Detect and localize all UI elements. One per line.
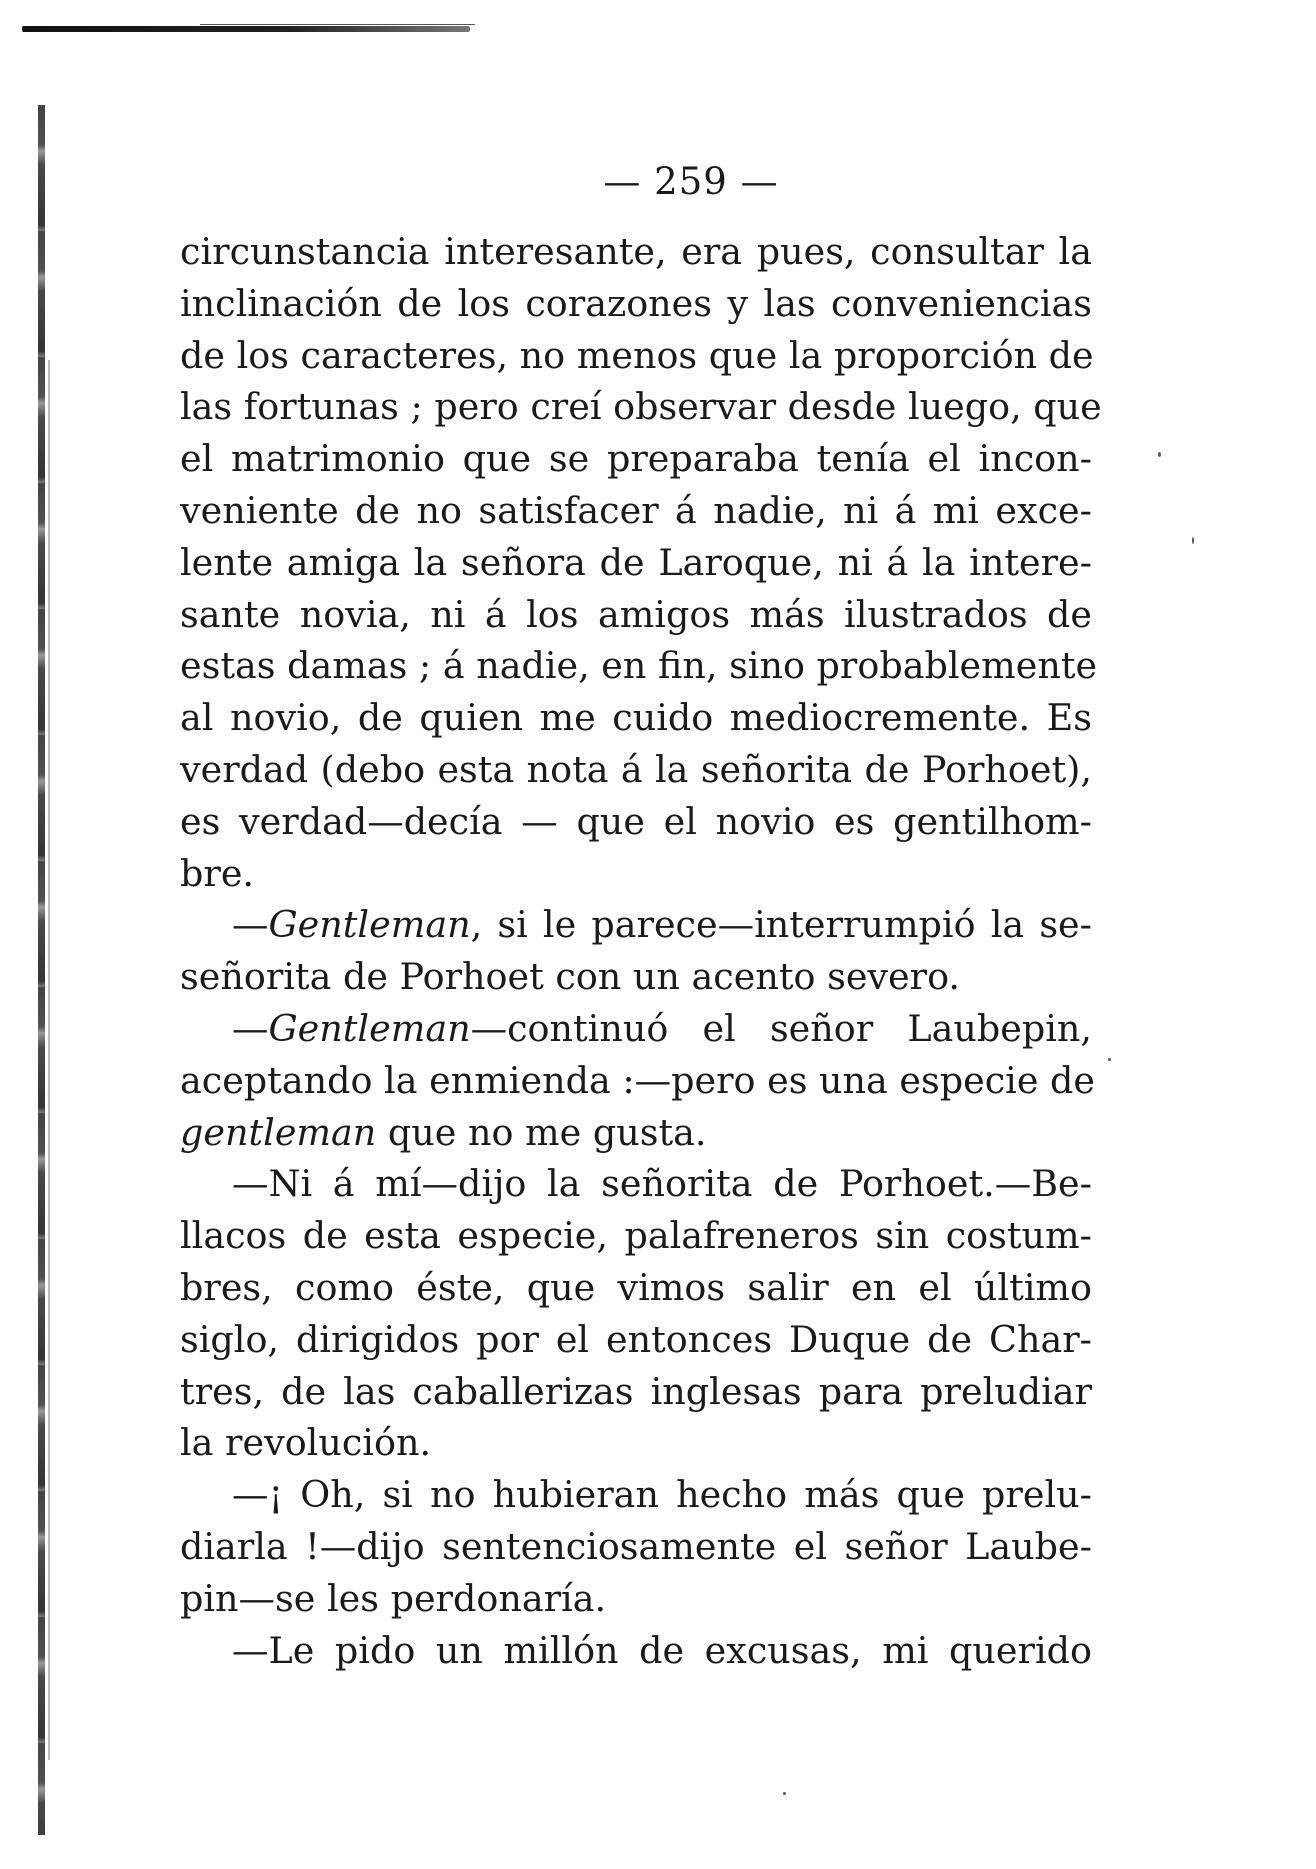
top-border-thin-rule — [200, 24, 475, 25]
text-line: pin—se les perdonaría. — [180, 1576, 607, 1620]
text-run: que no me gusta. — [376, 1110, 707, 1154]
body-text — [180, 226, 1102, 1676]
paper-speck — [1192, 537, 1194, 544]
paper-speck — [1158, 452, 1161, 457]
page-binding-shadow — [48, 360, 50, 1760]
em-dash: — — [232, 903, 269, 947]
text-line: bres, como éste, que vimos salir en el último — [180, 1265, 1092, 1309]
text-line — [180, 1107, 1092, 1159]
paper-speck — [1108, 1058, 1111, 1061]
text-line: diarla !—dijo sentenciosamente el señor Laube- — [180, 1524, 1092, 1568]
text-line: la revolución. — [180, 1421, 432, 1465]
text-line-dialogue: —¡ Oh, si no hubieran hecho más que prelu- — [232, 1473, 1092, 1517]
text-line: es verdad—decía — que el novio es gentilhom- — [180, 799, 1092, 843]
page-number: — 259 — — [603, 160, 779, 203]
text-line-dialogue: —Le pido un millón de excusas, mi querido — [232, 1628, 1092, 1672]
text-line: siglo, dirigidos por el entonces Duque de Char- — [180, 1317, 1092, 1361]
text-line: aceptando la enmienda :—pero es una especie de — [180, 1058, 1095, 1102]
text-line: al novio, de quien me cuido mediocremente. Es — [180, 696, 1092, 740]
text-line: llacos de esta especie, palafreneros sin costum- — [180, 1214, 1092, 1258]
text-line: de los caracteres, no menos que la proporción de — [180, 333, 1094, 377]
text-line: bre. — [180, 851, 255, 895]
text-line: veniente de no satisfacer á nadie, ni á mi exce- — [180, 488, 1092, 532]
italic-word: Gentleman — [268, 903, 471, 947]
text-line: sante novia, ni á los amigos más ilustrados de — [180, 592, 1092, 636]
text-line: estas damas ; á nadie, en fin, sino probablemente — [180, 644, 1098, 688]
em-dash: — — [232, 1006, 269, 1050]
text-line: las fortunas ; pero creí observar desde luego, que — [180, 385, 1102, 429]
text-line: el matrimonio que se preparaba tenía el incon- — [180, 437, 1092, 481]
top-border-rule — [22, 26, 470, 32]
page-binding-edge — [38, 105, 45, 1835]
text-run: , si le parece—interrumpió la se- — [470, 903, 1092, 947]
text-line: verdad (debo esta nota á la señorita de Porhoet), — [180, 747, 1092, 791]
text-line: tres, de las caballerizas inglesas para preludiar — [180, 1369, 1092, 1413]
italic-word: Gentleman — [268, 1006, 471, 1050]
text-line: señorita de Porhoet con un acento severo. — [180, 955, 961, 999]
text-line-dialogue — [180, 899, 1092, 951]
text-line: inclinación de los corazones y las conveniencias — [180, 281, 1092, 325]
text-line-dialogue: —Ni á mí—dijo la señorita de Porhoet.—Be- — [232, 1162, 1092, 1206]
text-line: circunstancia interesante, era pues, consultar la — [180, 230, 1092, 273]
text-line: lente amiga la señora de Laroque, ni á la intere- — [180, 540, 1092, 584]
text-run: —continuó el señor Laubepin, — [470, 1006, 1092, 1050]
italic-word: gentleman — [180, 1110, 377, 1154]
paper-speck — [783, 1792, 786, 1795]
text-line-dialogue — [180, 1003, 1092, 1055]
